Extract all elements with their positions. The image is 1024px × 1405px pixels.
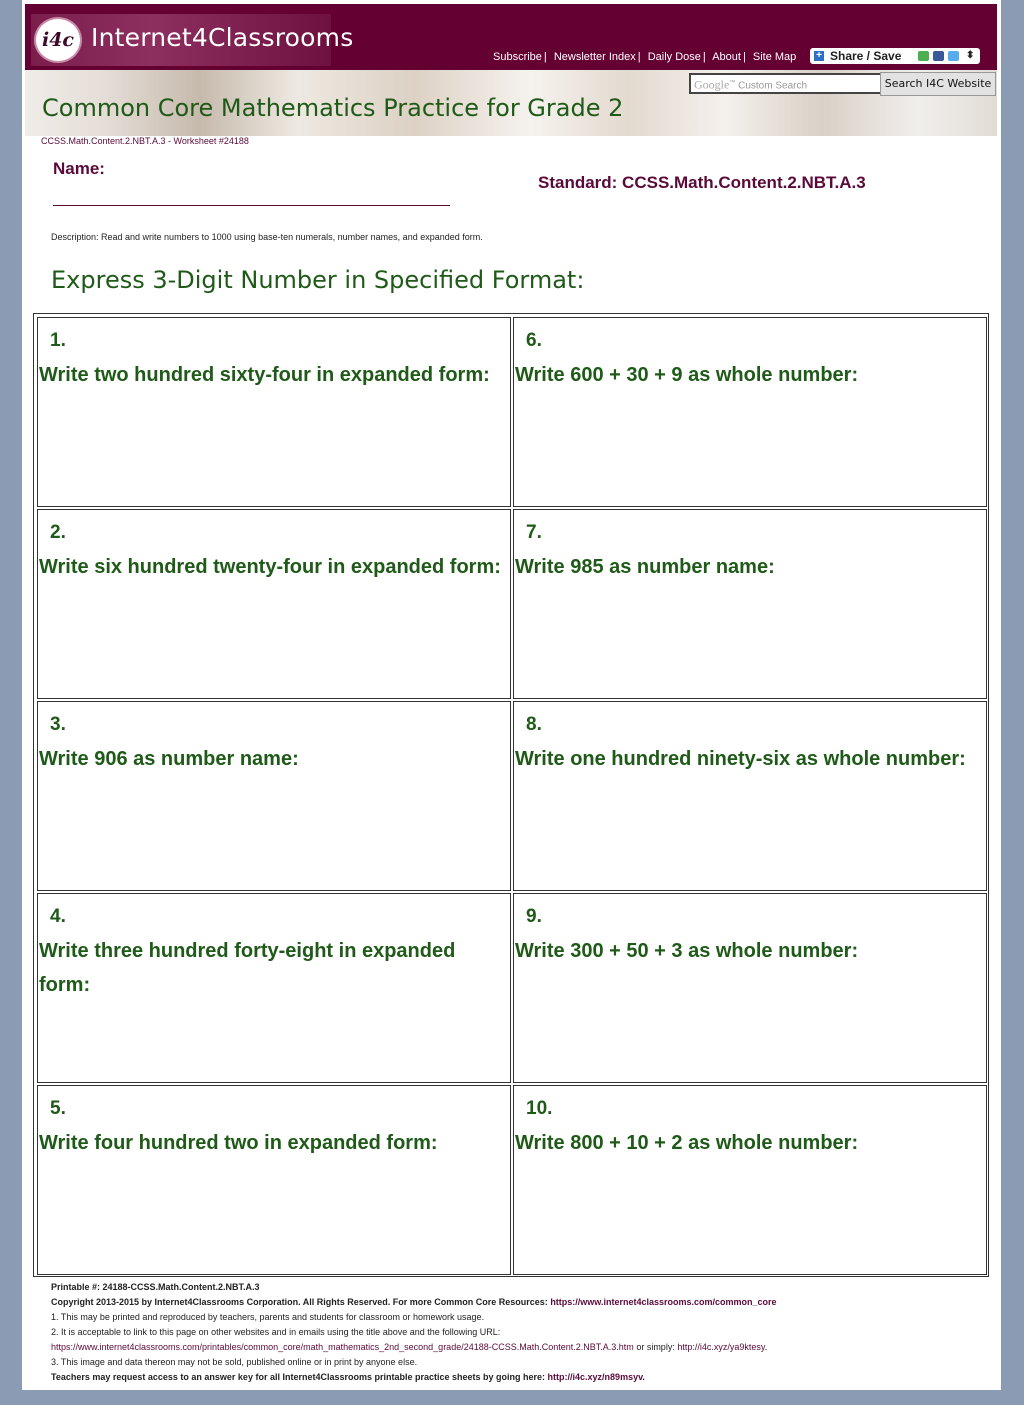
question-cell-9 (513, 893, 987, 1083)
question-number: 1. (50, 330, 66, 351)
share-plus-icon: + (814, 51, 824, 61)
printable-number: Printable #: 24188-CCSS.Math.Content.2.NBT.A.3 (51, 1282, 260, 1292)
twitter-icon (948, 51, 959, 61)
name-label: Name: (53, 159, 105, 178)
usage-note-3: 3. This image and data thereon may not be sold, published online or in print by anyone else. (51, 1357, 418, 1367)
question-number: 7. (526, 522, 542, 543)
question-text: Write two hundred sixty-four in expanded form: (39, 364, 490, 386)
question-number: 5. (50, 1098, 66, 1119)
section-title: Express 3-Digit Number in Specified Format: (51, 266, 585, 294)
question-cell-7 (513, 509, 987, 699)
nav-daily-dose[interactable]: Daily Dose (647, 51, 701, 63)
question-text: Write three hundred forty-eight in expanded form: (39, 940, 456, 996)
answer-key-link[interactable]: http://i4c.xyz/n89msyv (547, 1372, 643, 1382)
logo-mark-icon: i4c (34, 17, 82, 63)
description: Description: Read and write numbers to 1000 using base-ten numerals, number names, and expanded form. (51, 232, 483, 242)
copyright (51, 1295, 991, 1310)
question-cell-5 (37, 1085, 511, 1275)
nav-newsletter-index[interactable]: Newsletter Index (553, 51, 636, 63)
questions-table (33, 313, 989, 1277)
question-text: Write 800 + 10 + 2 as whole number: (515, 1132, 859, 1154)
question-cell-8 (513, 701, 987, 891)
question-text: Write four hundred two in expanded form: (39, 1132, 438, 1154)
question-cell-2 (37, 509, 511, 699)
site-logo[interactable] (31, 14, 354, 66)
question-cell-6 (513, 317, 987, 507)
copyright-text: Copyright 2013-2015 by Internet4Classrooms Corporation. All Rights Reserved. For more Common Core Resources: (51, 1297, 548, 1307)
question-number: 3. (50, 714, 66, 735)
nav-subscribe[interactable]: Subscribe (493, 51, 542, 63)
nav-about[interactable]: About (712, 51, 741, 63)
page-title: Common Core Mathematics Practice for Grade 2 (42, 94, 624, 122)
question-text: Write six hundred twenty-four in expanded form: (39, 556, 501, 578)
worksheet-page (22, 0, 1001, 1390)
search-input[interactable]: Google™ Custom Search (689, 73, 882, 94)
url-line: https://www.internet4classrooms.com/printables/common_core/math_mathematics_2nd_second_grade/24188-CCSS.Math.Content.2.NBT.A.3.htm or simply: http://i4c.xyz/ya9ktesy. (51, 1342, 768, 1352)
question-text: Write 300 + 50 + 3 as whole number: (515, 940, 859, 962)
question-number: 9. (526, 906, 542, 927)
question-text: Write one hundred ninety-six as whole number: (515, 748, 966, 770)
short-url-link[interactable]: http://i4c.xyz/ya9ktesy (677, 1342, 765, 1352)
usage-note-2: 2. It is acceptable to link to this page on other websites and in emails using the title above and the following URL: (51, 1327, 501, 1337)
facebook-icon (933, 51, 944, 61)
long-url-link[interactable]: https://www.internet4classrooms.com/printables/common_core/math_mathematics_2nd_second_grade/24188-CCSS.Math.Content.2.NBT.A.3.htm (51, 1342, 634, 1352)
footer (51, 1280, 991, 1385)
top-nav: Subscribe | Newsletter Index | Daily Dose | About | Site Map (493, 51, 797, 63)
question-cell-1 (37, 317, 511, 507)
answer-key-text: Teachers may request access to an answer key for all Internet4Classrooms printable practice sheets by going here: (51, 1372, 546, 1382)
google-brand: Google (694, 77, 730, 92)
search-placeholder: Custom Search (738, 80, 808, 92)
standard-label: Standard: CCSS.Math.Content.2.NBT.A.3 (538, 173, 866, 192)
question-cell-3 (37, 701, 511, 891)
search-button[interactable]: Search I4C Website (880, 72, 996, 96)
question-cell-10 (513, 1085, 987, 1275)
question-number: 2. (50, 522, 66, 543)
site-banner (25, 4, 997, 70)
chevron-updown-icon: ⬍ (966, 50, 975, 61)
url-or-text: or simply: (636, 1342, 675, 1352)
question-text: Write 906 as number name: (39, 748, 299, 770)
nav-site-map[interactable]: Site Map (752, 51, 797, 63)
worksheet-id: CCSS.Math.Content.2.NBT.A.3 - Worksheet #24188 (41, 136, 249, 146)
logo-text: Internet4Classrooms (91, 23, 354, 52)
question-number: 4. (50, 906, 66, 927)
answer-key-line: Teachers may request access to an answer key for all Internet4Classrooms printable practice sheets by going here: http://i4c.xyz/n89msyv. (51, 1372, 645, 1382)
question-number: 8. (526, 714, 542, 735)
question-text: Write 985 as number name: (515, 556, 775, 578)
email-share-icon (918, 51, 929, 61)
common-core-link[interactable]: https://www.internet4classrooms.com/common_core (550, 1297, 777, 1307)
usage-note-1: 1. This may be printed and reproduced by teachers, parents and students for classroom or homework usage. (51, 1312, 485, 1322)
question-number: 10. (526, 1098, 553, 1119)
name-line (53, 205, 450, 206)
question-cell-4 (37, 893, 511, 1083)
share-save-label: Share / Save (830, 49, 902, 63)
question-number: 6. (526, 330, 542, 351)
share-save-button[interactable] (810, 48, 980, 64)
question-text: Write 600 + 30 + 9 as whole number: (515, 364, 859, 386)
